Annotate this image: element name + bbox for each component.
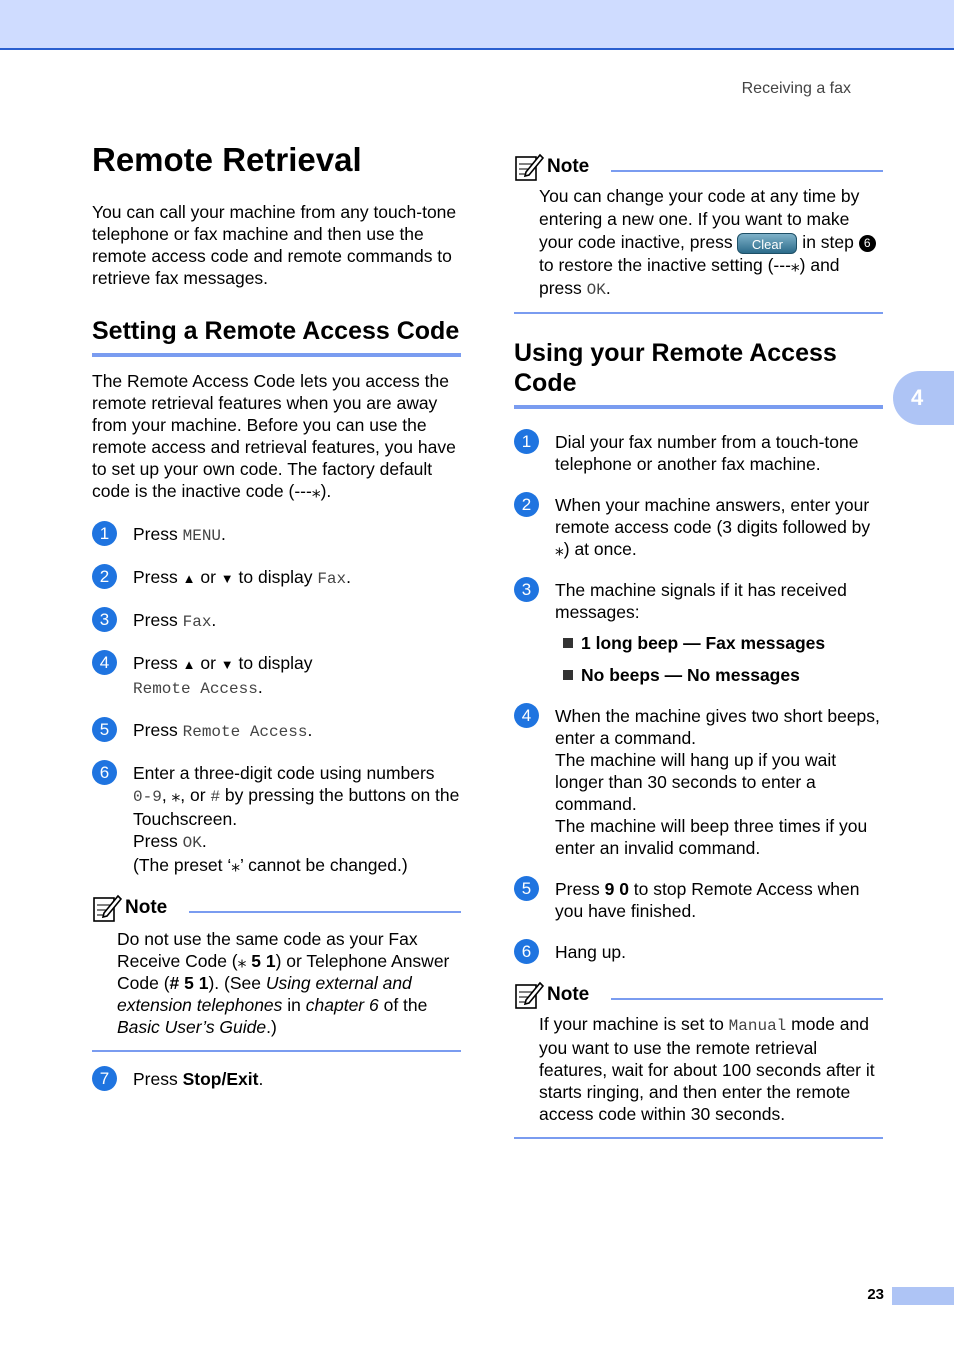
note-title: Note (547, 156, 590, 177)
note-italic: Using external and extension telephones (117, 973, 412, 1015)
section-rule (92, 353, 461, 357)
lcd-text: Fax (182, 613, 212, 631)
step-text: Press (133, 1069, 183, 1089)
step-number: 6 (514, 939, 539, 964)
step-text: . (201, 831, 207, 851)
bullet-square-icon (563, 638, 573, 648)
step-text: Hang up. (555, 942, 627, 962)
step-reference-icon: 6 (859, 235, 876, 252)
step-text: , ⁎, or (161, 785, 211, 805)
note-text: in (282, 995, 306, 1015)
step-text: (The preset ‘⁎’ cannot be changed.) (133, 855, 408, 875)
step-text: . (221, 524, 226, 544)
down-arrow-icon: ▼ (220, 657, 234, 672)
step-5 (514, 878, 883, 922)
note-header (514, 979, 883, 1011)
bullet-text: 1 long beep — Fax messages (581, 633, 826, 653)
down-arrow-icon: ▼ (220, 571, 234, 586)
step-7 (92, 1068, 461, 1090)
steps-list-right (514, 431, 883, 963)
step-text: Press (133, 831, 183, 851)
step-text: . (307, 720, 313, 740)
setting-section (92, 316, 461, 357)
up-arrow-icon: ▲ (182, 657, 196, 672)
step-number: 5 (514, 876, 539, 901)
bullet-text: No beeps — No messages (581, 665, 800, 685)
step-number: 1 (92, 521, 117, 546)
step-text: Press (133, 567, 183, 587)
step-number: 7 (92, 1066, 117, 1091)
note-pencil-icon (514, 152, 544, 182)
up-arrow-icon: ▲ (182, 571, 196, 586)
step-number: 4 (92, 650, 117, 675)
section-heading-setting: Setting a Remote Access Code (92, 317, 460, 345)
note-title: Note (125, 897, 168, 918)
note-bold: # 5 1 (169, 973, 209, 993)
note-text: of the (378, 995, 428, 1015)
note-header (514, 151, 883, 183)
step-text: When the machine gives two short beeps, enter a command. (555, 706, 880, 748)
step-text: or (195, 653, 221, 673)
note-box-right-1 (514, 151, 883, 314)
step-number: 6 (92, 760, 117, 785)
footer-bar (892, 1287, 954, 1305)
intro-paragraph: You can call your machine from any touch-tone telephone or fax machine and then use the remote access code and remote commands to retrieve fax messages. (92, 202, 457, 288)
step-text: The machine signals if it has received messages: (555, 580, 847, 622)
step-5 (92, 719, 461, 743)
button-name: Stop/Exit (182, 1069, 259, 1089)
section-heading-using: Using your Remote Access Code (514, 339, 837, 397)
step-number: 1 (514, 429, 539, 454)
bullet-square-icon (563, 670, 573, 680)
step-3 (514, 579, 883, 686)
note-bold: 5 1 (251, 951, 276, 971)
step-number: 2 (514, 492, 539, 517)
top-banner (0, 0, 954, 50)
step-text: Press (555, 879, 605, 899)
step-text: Press (133, 653, 183, 673)
lcd-text: MENU (182, 527, 222, 545)
chapter-tab: 4 (893, 371, 954, 425)
note-italic: Basic User’s Guide (117, 1017, 267, 1037)
step-text: or (195, 567, 221, 587)
lcd-text: Remote Access (133, 680, 258, 698)
step-text: to display (233, 567, 318, 587)
step-text: When your machine answers, enter your remote access code (3 digits followed by ⁎) at once. (555, 495, 871, 559)
note-body (92, 928, 461, 1038)
bullet-item (561, 632, 883, 654)
lcd-text: Remote Access (182, 723, 308, 741)
step-number: 2 (92, 564, 117, 589)
left-column (92, 141, 461, 1090)
step-text: Dial your fax number from a touch-tone telephone or another fax machine. (555, 432, 859, 474)
lcd-text: # (210, 788, 221, 806)
step-6 (514, 941, 883, 963)
running-header: Receiving a fax (741, 80, 851, 97)
steps-list (92, 523, 461, 876)
step-text: Press (133, 610, 183, 630)
step-text: The machine will hang up if you wait longer than 30 seconds to enter a command. (555, 750, 837, 814)
step-text: . (257, 677, 263, 697)
step-2 (92, 566, 461, 590)
step-text: The machine will beep three times if you enter an invalid command. (555, 816, 868, 858)
lcd-text: Manual (728, 1017, 787, 1035)
lcd-text: OK (586, 281, 606, 299)
note-text: Do not use the same code as your Fax Receive Code (⁎ (117, 929, 418, 971)
clear-button-icon: Clear (737, 233, 797, 254)
step-6 (92, 762, 461, 876)
step-text: . (346, 567, 351, 587)
step-text: to stop Remote Access when you have finished. (555, 879, 860, 921)
note-rule (189, 911, 461, 913)
note-title: Note (547, 984, 590, 1005)
step-1 (514, 431, 883, 475)
step-text: by pressing the buttons on the Touchscreen. (133, 785, 460, 829)
note-text: If your machine is set to (539, 1014, 729, 1034)
step-number: 3 (92, 607, 117, 632)
section-rule (514, 405, 883, 409)
note-text: .) (266, 1017, 277, 1037)
note-italic: chapter 6 (305, 995, 379, 1015)
lcd-text: OK (182, 834, 202, 852)
note-rule (611, 170, 883, 172)
page-number: 23 (867, 1286, 884, 1303)
step-4 (92, 652, 461, 700)
note-bottom-rule (514, 312, 883, 314)
step-4 (514, 705, 883, 859)
step-text: . (258, 1069, 264, 1089)
lcd-text: 0-9 (133, 788, 162, 806)
note-body (514, 185, 883, 302)
step-text: to display (233, 653, 313, 673)
note-box-right-2 (514, 979, 883, 1139)
note-pencil-icon (514, 980, 544, 1010)
using-section (514, 338, 883, 409)
note-bottom-rule (514, 1137, 883, 1139)
step-1 (92, 523, 461, 547)
note-text: You can change your code at any time by entering a new one. If you want to make your code inactive, press (539, 186, 860, 252)
step-2 (514, 494, 883, 560)
note-text: . (605, 278, 611, 298)
step-text: Enter a three-digit code using numbers (133, 763, 435, 783)
note-pencil-icon (92, 893, 122, 923)
note-text: ) or Telephone Answer Code ( (117, 951, 450, 993)
note-text: to restore the inactive setting (---⁎) and press (539, 255, 840, 298)
step-text: Press (133, 720, 183, 740)
note-box-left (92, 892, 461, 1052)
note-text: in step (797, 232, 859, 252)
right-column (514, 151, 883, 1139)
note-text: ). (See (208, 973, 266, 993)
note-body (514, 1013, 883, 1125)
step-number: 3 (514, 577, 539, 602)
note-text: mode and you want to use the remote retrieval features, wait for about 100 seconds after it starts ringing, and then enter the remote access code within 30 seconds. (539, 1014, 875, 1124)
section-paragraph: The Remote Access Code lets you access the remote retrieval features when you are away from your machine. Before you can use the remote access and retrieval features, you have to set up your own code. The factory default code is the inactive code (---⁎). (92, 371, 456, 501)
note-bottom-rule (92, 1050, 461, 1052)
step-text: . (211, 610, 217, 630)
step-3 (92, 609, 461, 633)
step-number: 5 (92, 717, 117, 742)
step-bold: 9 0 (604, 879, 629, 899)
note-header (92, 892, 461, 924)
page-title: Remote Retrieval (92, 141, 362, 178)
bullet-item (561, 664, 883, 686)
note-rule (611, 998, 883, 1000)
lcd-text: Fax (317, 570, 347, 588)
step-text: Press (133, 524, 183, 544)
step-number: 4 (514, 703, 539, 728)
